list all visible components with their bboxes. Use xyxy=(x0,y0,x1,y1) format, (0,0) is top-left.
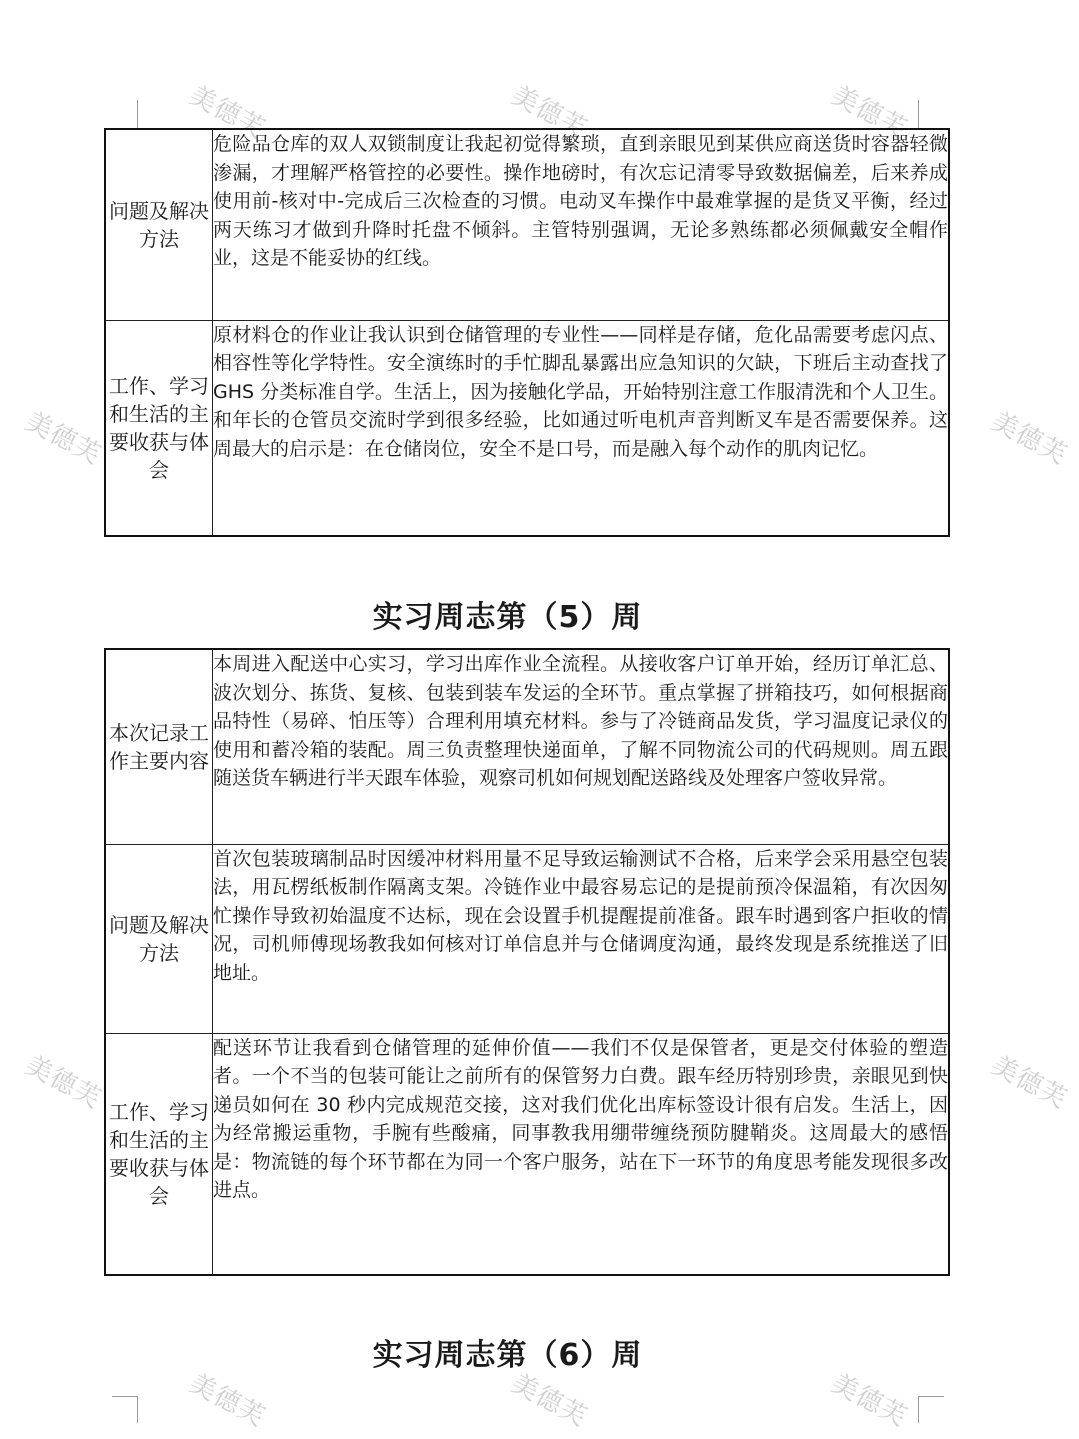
week-title: 实习周志第（5）周 xyxy=(372,600,643,635)
row-label: 问题及解决方法 xyxy=(105,844,213,1033)
row-label: 本次记录工作主要内容 xyxy=(105,649,213,844)
watermark: 美德芙 xyxy=(20,406,107,471)
crop-mark xyxy=(918,100,919,128)
watermark: 美德芙 xyxy=(826,1368,913,1433)
watermark: 美德芙 xyxy=(184,1368,271,1433)
watermark: 美德芙 xyxy=(184,80,271,145)
row-content: 原材料仓的作业让我认识到仓储管理的专业性——同样是存储，危化品需要考虑闪点、相容性等化学特性。安全演练时的手忙脚乱暴露出应急知识的欠缺，下班后主动查找了 GHS 分类标准自学。生活上，因为接触化学品，开始特别注意工作服清洗和个人卫生。和年长的仓管员交流时学到很多经验，比如通过听电机声音判断叉车是否需要保养。这周最大的启示是：在仓储岗位，安全不是口号，而是融入每个动作的肌肉记忆。 xyxy=(213,320,950,536)
table-row xyxy=(105,844,949,1033)
row-content: 首次包装玻璃制品时因缓冲材料用量不足导致运输测试不合格，后来学会采用悬空包装法，用瓦楞纸板制作隔离支架。冷链作业中最容易忘记的是提前预冷保温箱，有次因匆忙操作导致初始温度不达标，现在会设置手机提醒提前准备。跟车时遇到客户拒收的情况，司机师傅现场教我如何核对订单信息并与仓储调度沟通，最终发现是系统推送了旧地址。 xyxy=(213,844,950,1033)
table-row xyxy=(105,129,949,320)
weekly-log-table-prev xyxy=(104,128,950,537)
weekly-log-table-week5 xyxy=(104,648,950,1276)
table-row xyxy=(105,649,949,844)
row-label: 问题及解决方法 xyxy=(105,129,213,320)
crop-mark xyxy=(112,1396,138,1423)
watermark: 美德芙 xyxy=(506,80,593,145)
row-label: 工作、学习和生活的主要收获与体会 xyxy=(105,320,213,536)
crop-mark xyxy=(918,1396,944,1423)
crop-mark xyxy=(137,100,138,128)
watermark: 美德芙 xyxy=(826,80,913,145)
row-content: 本周进入配送中心实习，学习出库作业全流程。从接收客户订单开始，经历订单汇总、波次划分、拣货、复核、包装到装车发运的全环节。重点掌握了拼箱技巧，如何根据商品特性（易碎、怕压等）合理利用填充材料。参与了冷链商品发货，学习温度记录仪的使用和蓄冷箱的装配。周三负责整理快递面单，了解不同物流公司的代码规则。周五跟随送货车辆进行半天跟车体验，观察司机如何规划配送路线及处理客户签收异常。 xyxy=(213,649,950,844)
row-content: 配送环节让我看到仓储管理的延伸价值——我们不仅是保管者，更是交付体验的塑造者。一个不当的包装可能让之前所有的保管努力白费。跟车经历特别珍贵，亲眼见到快递员如何在 30 秒内完成规范交接，这对我们优化出库标签设计很有启发。生活上，因为经常搬运重物，手腕有些酸痛，同事教我用绷带缠绕预防腱鞘炎。这周最大的感悟是：物流链的每个环节都在为同一个客户服务，站在下一环节的角度思考能发现很多改进点。 xyxy=(213,1033,950,1275)
table-row xyxy=(105,1033,949,1275)
watermark: 美德芙 xyxy=(986,406,1073,471)
table-row xyxy=(105,320,949,536)
watermark: 美德芙 xyxy=(506,1368,593,1433)
week-title: 实习周志第（6）周 xyxy=(372,1338,643,1373)
row-label: 工作、学习和生活的主要收获与体会 xyxy=(105,1033,213,1275)
row-content: 危险品仓库的双人双锁制度让我起初觉得繁琐，直到亲眼见到某供应商送货时容器轻微渗漏，才理解严格管控的必要性。操作地磅时，有次忘记清零导致数据偏差，后来养成使用前-核对中-完成后三次检查的习惯。电动叉车操作中最难掌握的是货叉平衡，经过两天练习才做到升降时托盘不倾斜。主管特别强调，无论多熟练都必须佩戴安全帽作业，这是不能妥协的红线。 xyxy=(213,129,950,320)
watermark: 美德芙 xyxy=(986,1050,1073,1115)
watermark: 美德芙 xyxy=(20,1050,107,1115)
